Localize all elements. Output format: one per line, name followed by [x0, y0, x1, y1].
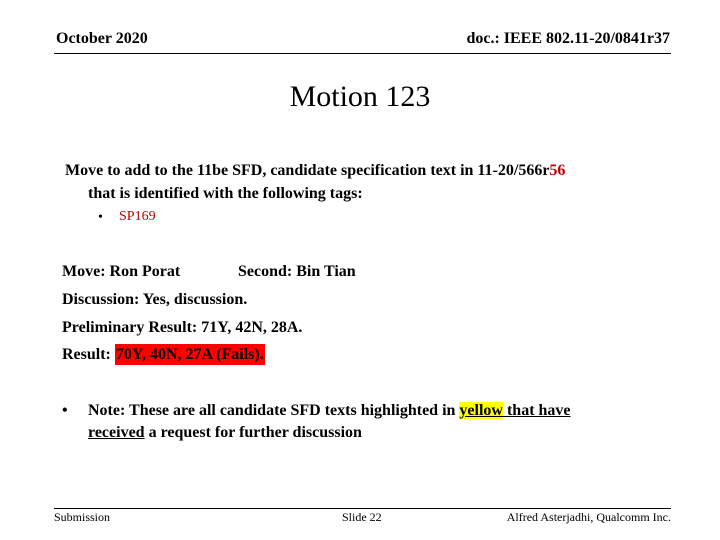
note-line-2 — [88, 424, 362, 442]
note-text-3: a request for further discussion — [144, 424, 362, 441]
second-text: Second: Bin Tian — [238, 263, 356, 280]
result-line — [62, 346, 265, 364]
header-rule — [54, 53, 671, 54]
motion-revision: 56 — [549, 162, 566, 179]
note-text-1: Note: These are all candidate SFD texts highlighted in — [88, 402, 460, 419]
tag-bullet: • — [98, 210, 103, 225]
footer-rule — [54, 508, 671, 509]
motion-line-1 — [65, 162, 565, 180]
footer-slide-number: Slide 22 — [342, 510, 382, 524]
preliminary-result: Preliminary Result: 71Y, 42N, 28A. — [62, 319, 303, 336]
note-text-2: that have — [502, 402, 571, 419]
discussion-text: Discussion: Yes, discussion. — [62, 291, 248, 308]
move-text: Move: Ron Porat — [62, 263, 181, 280]
note-bullet: • — [62, 402, 68, 419]
result-label: Result: — [62, 346, 111, 363]
footer-author: Alfred Asterjadhi, Qualcomm Inc. — [506, 510, 671, 524]
slide-title: Motion 123 — [289, 80, 431, 113]
result-value: 70Y, 40N, 27A (Fails). — [115, 346, 264, 363]
note-highlight-yellow: yellow — [459, 402, 503, 419]
header-doc-id: doc.: IEEE 802.11-20/0841r37 — [466, 30, 670, 47]
motion-line-2: that is identified with the following tags: — [88, 185, 363, 202]
motion-text: Move to add to the 11be SFD, candidate specification text in 11-20/566r — [65, 162, 550, 179]
note-line-1 — [88, 402, 571, 420]
tag-sp169: SP169 — [119, 209, 156, 224]
header-date: October 2020 — [56, 30, 148, 47]
footer-submission: Submission — [54, 510, 111, 524]
note-received: received — [88, 424, 145, 441]
